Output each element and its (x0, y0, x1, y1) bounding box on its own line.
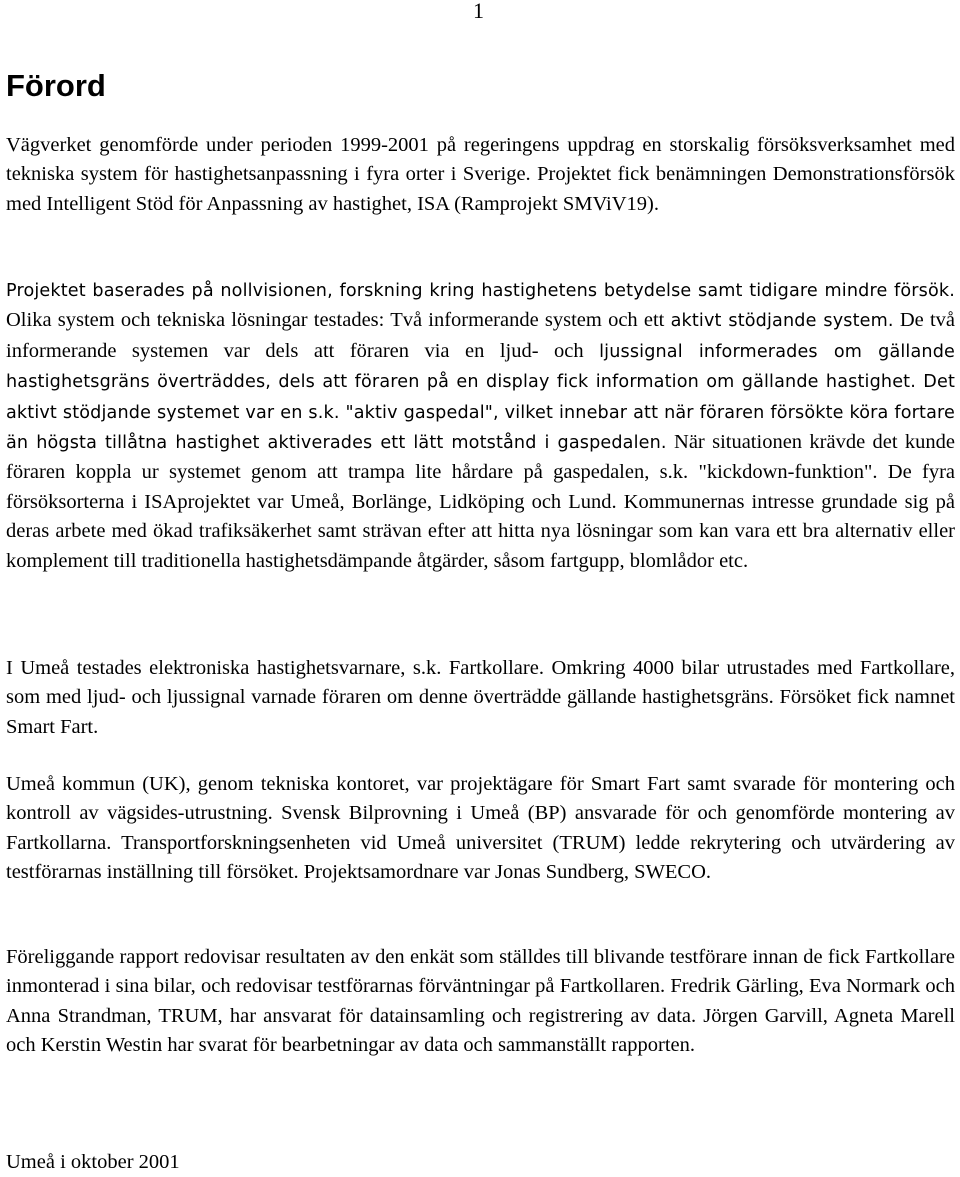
paragraph-systems-part-1: Projektet baserades på nollvisionen, forskning kring hastighetens betydelse samt tidigare mindre försök. (6, 281, 955, 301)
paragraph-umea-test: I Umeå testades elektroniska hastighetsvarnare, s.k. Fartkollare. Omkring 4000 bilar utrustades med Fartkollare, som med ljud- och ljussignal varnade föraren om denne överträdde gällande hastighetsgräns. Försöket fick namnet Smart Fart. (6, 657, 955, 738)
paragraph-systems-part-3: aktivt stödjande system. (670, 311, 894, 332)
paragraph-systems-part-5: ljussignal informerades om gällande hastighetsgräns överträddes, dels att föraren på en display fick information om gällande hastighet. Det aktivt stödjande systemet var en s.k. "aktiv gaspedal", vilket innebar att när föraren försökte köra fortare än högsta tillåtna hastighet aktiverades ett lätt motstånd i gaspedalen. (6, 341, 955, 454)
paragraph-systems-part-6: När situationen krävde det kunde föraren koppla ur systemet genom att trampa lite hårdare på gaspedalen, s.k. "kickdown-funktion". De fyra försöksorterna i ISAprojektet var Umeå, Borlänge, Lidköping och Lund. Kommunernas intresse grundade sig på deras arbete med ökad trafiksäkerhet samt strävan efter att hitta nya lösningar som kan vara ett bra alternativ eller komplement till traditionella hastighetsdämpande åtgärder, såsom fartgupp, blomlådor etc. (6, 431, 955, 572)
page-number: 1 (473, 0, 484, 23)
signoff: Umeå i oktober 2001 (6, 1151, 180, 1173)
page-title: Förord (6, 68, 106, 103)
paragraph-intro: Vägverket genomförde under perioden 1999-2001 på regeringens uppdrag en storskalig försöksverksamhet med tekniska system för hastighetsanpassning i fyra orter i Sverige. Projektet fick benämningen Demonstrationsförsök med Intelligent Stöd för Anpassning av hastighet, ISA (Ramprojekt SMViV19). (6, 134, 955, 215)
paragraph-systems-part-2: Olika system och tekniska lösningar testades: Två informerande system och ett (6, 309, 671, 332)
paragraph-organisation: Umeå kommun (UK), genom tekniska kontoret, var projektägare för Smart Fart samt svarade för montering och kontroll av vägsides-utrustning. Svensk Bilprovning i Umeå (BP) ansvarade för och genomförde montering av Fartkollarna. Transportforskningsenheten vid Umeå universitet (TRUM) ledde rekrytering och utvärdering av testförarnas inställning till försöket. Projektsamordnare var Jonas Sundberg, SWECO. (6, 773, 955, 884)
paragraph-systems-part-4: De två informerande systemen var dels att föraren via en ljud- och (6, 309, 956, 362)
paragraph-systems (6, 276, 955, 576)
paragraph-report: Föreliggande rapport redovisar resultaten av den enkät som ställdes till blivande testförare innan de fick Fartkollare inmonterad i sina bilar, och redovisar testförarnas förväntningar på Fartkollaren. Fredrik Gärling, Eva Normark och Anna Strandman, TRUM, har ansvarat för datainsamling och registrering av data. Jörgen Garvill, Agneta Marell och Kerstin Westin har svarat för bearbetningar av data och sammanställt rapporten. (6, 946, 955, 1057)
